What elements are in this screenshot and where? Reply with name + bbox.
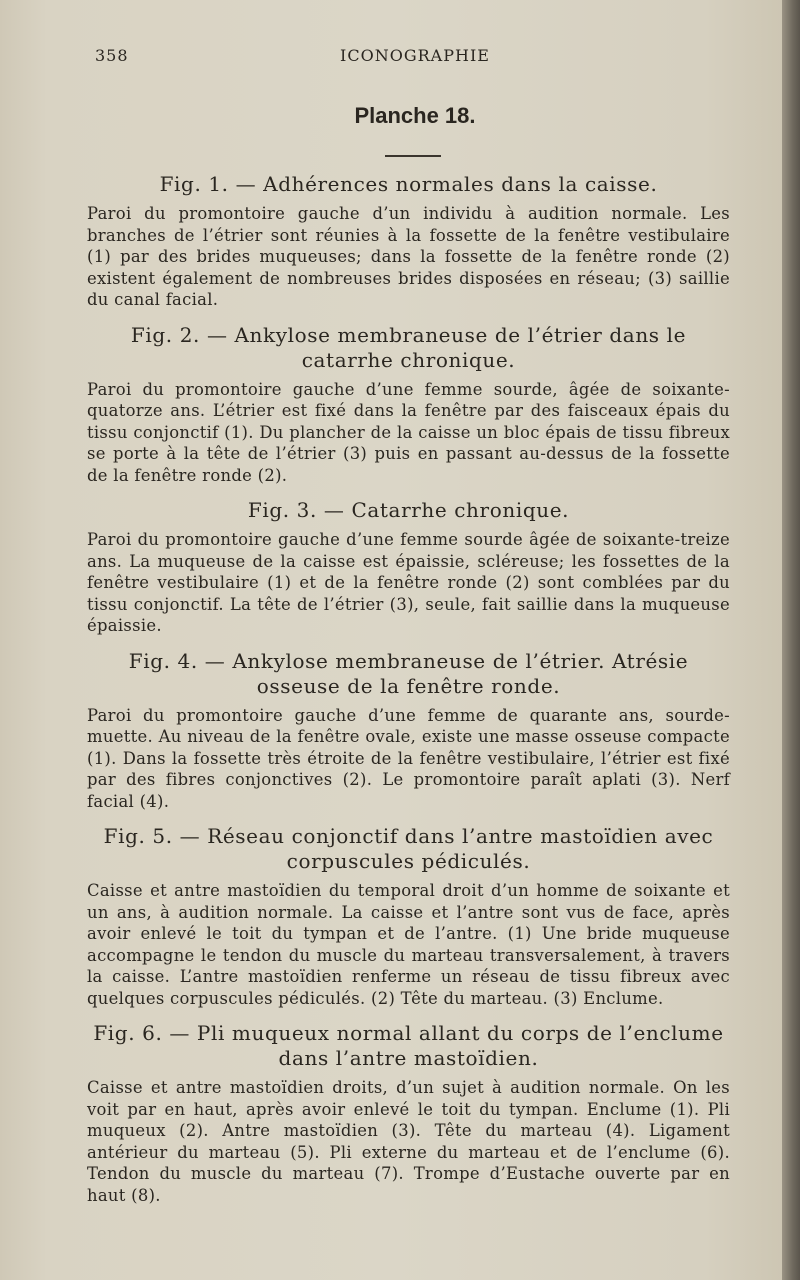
title-rule [385, 155, 441, 157]
figure-1 [87, 172, 730, 311]
page-number: 358 [95, 46, 129, 65]
figure-title: Fig. 1. — Adhérences normales dans la caisse. [159, 172, 658, 196]
plate-title: Planche 18. [354, 103, 476, 128]
figure-3 [87, 498, 730, 637]
figure-description: Paroi du promontoire gauche d’une femme sourde, âgée de soixante-quatorze ans. L’étrier est fixé dans la fenêtre par des faisceaux épais du tissu conjonctif (1). Du plancher de la caisse un bloc épais de tissu fibreux se porte à la tête de l’étrier (3) puis en passant au-dessus de la fossette de la fenêtre ronde (2). [87, 379, 730, 485]
figure-title: Fig. 3. — Catarrhe chronique. [247, 498, 570, 522]
figure-description: Caisse et antre mastoïdien droits, d’un sujet à audition normale. On les voit par en haut, après avoir enlevé le toit du tympan. Enclume (1). Pli muqueux (2). Antre mastoïdien (3). Tête du marteau (4). Ligament antérieur du marteau (5). Pli externe du marteau et de l’enclume (6). Tendon du muscle du marteau (7). Trompe d’Eustache ouverte par en haut (8). [87, 1078, 730, 1205]
figure-title: Fig. 2. — Ankylose membraneuse de l’étrier dans le catarrhe chronique. [130, 322, 687, 372]
figure-description: Paroi du promontoire gauche d’un individu à audition normale. Les branches de l’étrier sont réunies à la fossette de la fenêtre vestibulaire (1) par des brides muqueuses; dans la fossette de la fenêtre ronde (2) existent également de nombreuses brides disposées en réseau; (3) saillie du canal facial. [87, 204, 730, 309]
figure-description: Paroi du promontoire gauche d’une femme de quarante ans, sourde-muette. Au niveau de la fenêtre ovale, existe une masse osseuse compacte (1). Dans la fossette très étroite de la fenêtre vestibulaire, l’étrier est fixé par des fibres conjonctives (2). Le promontoire paraît aplati (3). Nerf facial (4). [87, 705, 730, 811]
figure-title: Fig. 6. — Pli muqueux normal allant du corps de l’enclume dans l’antre mastoïdien. [93, 1021, 724, 1070]
page-header [95, 46, 735, 76]
running-title: ICONOGRAPHIE [340, 46, 490, 65]
figure-captions [87, 172, 730, 1218]
figure-title: Fig. 5. — Réseau conjonctif dans l’antre mastoïdien avec corpuscules pédiculés. [103, 824, 714, 873]
figure-description: Caisse et antre mastoïdien du temporal droit d’un homme de soixante et un ans, à audition normale. La caisse et l’antre sont vus de face, après avoir enlevé le toit du tympan et de l’antre. (1) Une bride muqueuse accompagne le tendon du muscle du marteau transversalement, à travers la caisse. L’antre mastoïdien renferme un réseau de tissu fibreux avec quelques corpuscules pédiculés. (2) Tête du marteau. (3) Enclume. [87, 881, 730, 1008]
figure-5 [87, 824, 730, 1009]
figure-description: Paroi du promontoire gauche d’une femme sourde âgée de soixante-treize ans. La muqueuse de la caisse est épaissie, scléreuse; les fossettes de la fenêtre vestibulaire (1) et de la fenêtre ronde (2) sont comblées par du tissu conjonctif. La tête de l’étrier (3), seule, fait saillie dans la muqueuse épaissie. [87, 530, 730, 635]
figure-6 [87, 1021, 730, 1206]
book-spine-edge [782, 0, 800, 1280]
figure-4 [87, 649, 730, 813]
figure-2 [87, 323, 730, 487]
figure-title: Fig. 4. — Ankylose membraneuse de l’étrier. Atrésie osseuse de la fenêtre ronde. [128, 648, 689, 698]
